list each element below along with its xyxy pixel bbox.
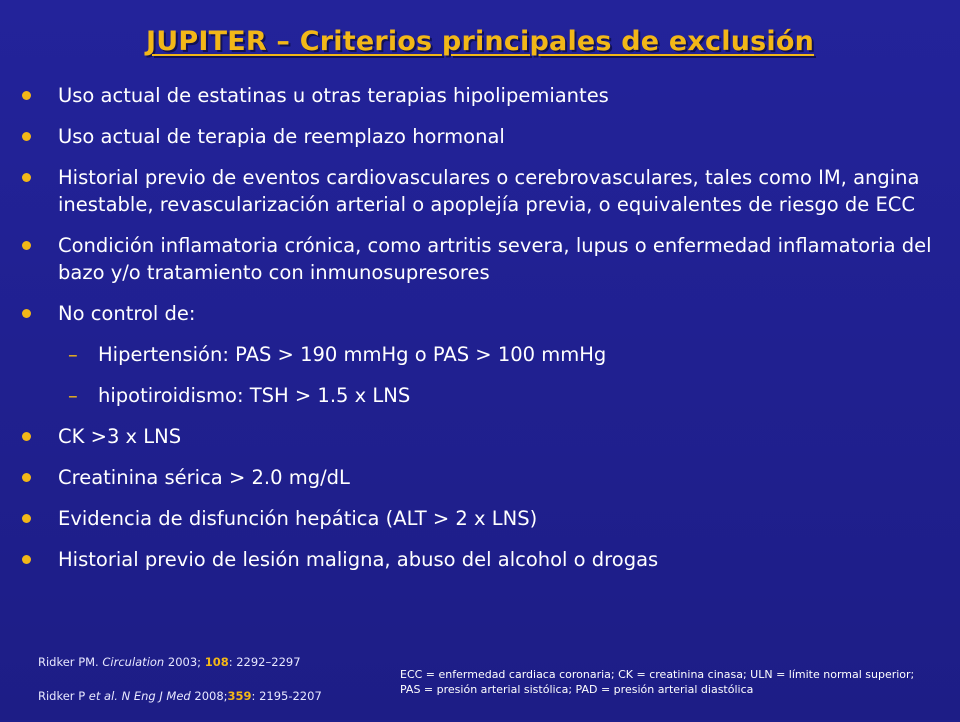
- list-item-text: No control de:: [58, 302, 196, 325]
- sub-list-item: [20, 341, 945, 368]
- list-item-text: CK >3 x LNS: [58, 425, 182, 448]
- list-item: [20, 232, 945, 286]
- reference-etal: et al.: [88, 689, 118, 703]
- reference: [38, 654, 322, 670]
- list-item: [20, 123, 945, 150]
- list-item: [20, 423, 945, 450]
- sub-list-item-text: hipotiroidismo: TSH > 1.5 x LNS: [98, 384, 411, 407]
- sub-list-item-text: Hipertensión: PAS > 190 mmHg o PAS > 100 mmHg: [98, 343, 607, 366]
- bullet-icon: [22, 241, 31, 250]
- slide-title: JUPITER – Criterios principales de exclusión: [145, 26, 815, 57]
- sub-list-item: [20, 382, 945, 409]
- list-item: [20, 546, 945, 573]
- reference-pages: : 2195-2207: [251, 689, 322, 703]
- list-item: [20, 505, 945, 532]
- list-item-text: Condición inflamatoria crónica, como artritis severa, lupus o enfermedad inflamatoria del bazo y/o tratamiento con inmunosupresores: [58, 234, 932, 284]
- reference-pages: : 2292–2297: [228, 655, 301, 669]
- list-item-text: Historial previo de eventos cardiovasculares o cerebrovasculares, tales como IM, angina inestable, revascularización arterial o apoplejía previa, o equivalentes de riesgo de ECC: [58, 166, 920, 216]
- reference-authors: Ridker P: [38, 689, 86, 703]
- reference-journal: N Eng J Med: [121, 689, 191, 703]
- reference: [38, 688, 322, 704]
- dash-icon: –: [68, 384, 78, 407]
- bullet-icon: [22, 555, 31, 564]
- list-item: [20, 300, 945, 327]
- reference-volume: 359: [227, 689, 252, 703]
- bullet-icon: [22, 473, 31, 482]
- bullet-icon: [22, 514, 31, 523]
- list-item-text: Creatinina sérica > 2.0 mg/dL: [58, 466, 350, 489]
- bullet-icon: [22, 309, 31, 318]
- reference-authors: Ridker PM.: [38, 655, 99, 669]
- dash-icon: –: [68, 343, 78, 366]
- abbreviations-note: ECC = enfermedad cardiaca coronaria; CK = creatinina cinasa; ULN = límite normal superior; PAS = presión arterial sistólica; PAD = presión arterial diastólica: [400, 668, 915, 696]
- list-item: [20, 82, 945, 109]
- list-item: [20, 164, 945, 218]
- bullet-icon: [22, 91, 31, 100]
- list-item-text: Evidencia de disfunción hepática (ALT > 2 x LNS): [58, 507, 538, 530]
- bullet-icon: [22, 173, 31, 182]
- reference-year: 2008;: [194, 689, 228, 703]
- list-item-text: Historial previo de lesión maligna, abuso del alcohol o drogas: [58, 548, 659, 571]
- list-item: [20, 464, 945, 491]
- bullet-icon: [22, 432, 31, 441]
- reference-volume: 108: [204, 655, 229, 669]
- list-item-text: Uso actual de estatinas u otras terapias hipolipemiantes: [58, 84, 609, 107]
- reference-journal: Circulation: [102, 655, 165, 669]
- references: [38, 654, 322, 722]
- bullet-icon: [22, 132, 31, 141]
- list-item-text: Uso actual de terapia de reemplazo hormonal: [58, 125, 505, 148]
- exclusion-criteria-list: [20, 82, 945, 587]
- reference-year: 2003;: [167, 655, 202, 669]
